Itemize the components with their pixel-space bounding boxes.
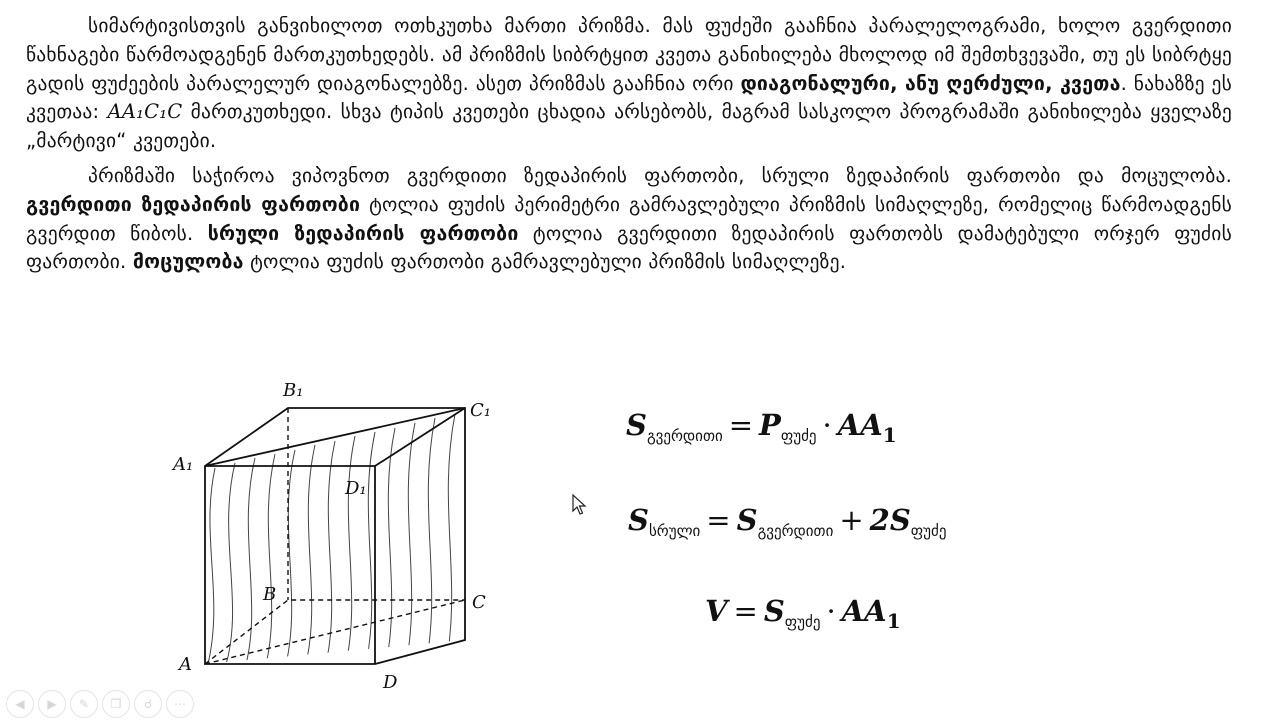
label-a: A <box>179 654 192 675</box>
label-d: D <box>383 672 398 693</box>
copy-icon[interactable]: ❐ <box>102 690 130 718</box>
formula-lateral-area: $S_{გვერდითი} = P_{ფუძე} \cdot AA_1$ <box>626 408 897 447</box>
bold-term: მოცულობა <box>132 250 244 274</box>
zoom-icon[interactable]: ☌ <box>134 690 162 718</box>
label-b: B <box>263 584 277 605</box>
bold-term: გვერდითი ზედაპირის ფართობი <box>26 192 361 216</box>
paragraph-1: სიმარტივისთვის განვიხილოთ ოთხკუთხა მართი პრიზმა. მას ფუძეში გააჩნია პარალელოგრამი, ხოლო გვერდითი წახნაგები წარმოადგენენ მართკუთხედებს. ამ პრიზმის სიბრტყით კვეთა განიხილება მხოლოდ იმ შემთხვევაში, თუ ეს სიბრტყე გადის ფუძეების პარალელურ დიაგონალებზე. ასეთ პრიზმას გააჩნია ორი დიაგონალური, ანუ ღერძული, კვეთა. ნახაზზე ეს კვეთაა: AA₁C₁C მართკუთხედი. სხვა ტიპის კვეთები ცხადია არსებობს, მაგრამ სასკოლო პროგრამაში განიხილება ყველაზე „მარტივი“ კვეთები. <box>26 14 1233 153</box>
label-a1: A₁ <box>173 454 194 475</box>
paragraph-2: პრიზმაში საჭიროა ვიპოვნოთ გვერდითი ზედაპირის ფართობი, სრული ზედაპირის ფართობი და მოცულობა. გვერდითი ზედაპირის ფართობი ტოლია ფუძის პერიმეტრი გამრავლებული პრიზმის სიმაღლეზე, რომელიც წარმოადგენს გვერდით წიბოს. სრული ზედაპირის ფართობი ტოლია გვერდითი ზედაპირის ფართობს დამატებული ორჯერ ფუძის ფართობი. მოცულობა ტოლია ფუძის ფართობი გამრავლებული პრიზმის სიმაღლეზე. <box>26 163 1232 274</box>
prism-edges <box>205 408 465 664</box>
pen-icon[interactable]: ✎ <box>70 690 98 718</box>
section-notation: AA₁C₁C <box>107 100 183 124</box>
label-d1: D₁ <box>345 478 367 499</box>
label-b1: B₁ <box>283 380 304 401</box>
label-c1: C₁ <box>470 400 491 421</box>
prism-diagram <box>165 368 545 698</box>
formula-volume: $V = S_{ფუძე} \cdot AA_1$ <box>705 594 901 633</box>
prev-icon[interactable]: ◀ <box>6 690 34 718</box>
section-hatching <box>207 410 475 668</box>
formula-total-area: $S_{სრული} = S_{გვერდითი} + 2S_{ფუძე}$ <box>628 503 947 540</box>
next-icon[interactable]: ▶ <box>38 690 66 718</box>
mouse-cursor-icon <box>572 494 588 516</box>
slideshow-controls <box>6 690 194 718</box>
prism-outline <box>205 408 465 664</box>
bold-term: დიაგონალური, ანუ ღერძული, კვეთა <box>740 71 1121 95</box>
slide-text <box>26 12 1232 277</box>
section-top-diagonal <box>205 408 465 466</box>
hidden-edges <box>205 408 465 664</box>
bold-term: სრული ზედაპირის ფართობი <box>207 221 519 245</box>
more-icon[interactable]: ⋯ <box>166 690 194 718</box>
label-c: C <box>472 592 486 613</box>
